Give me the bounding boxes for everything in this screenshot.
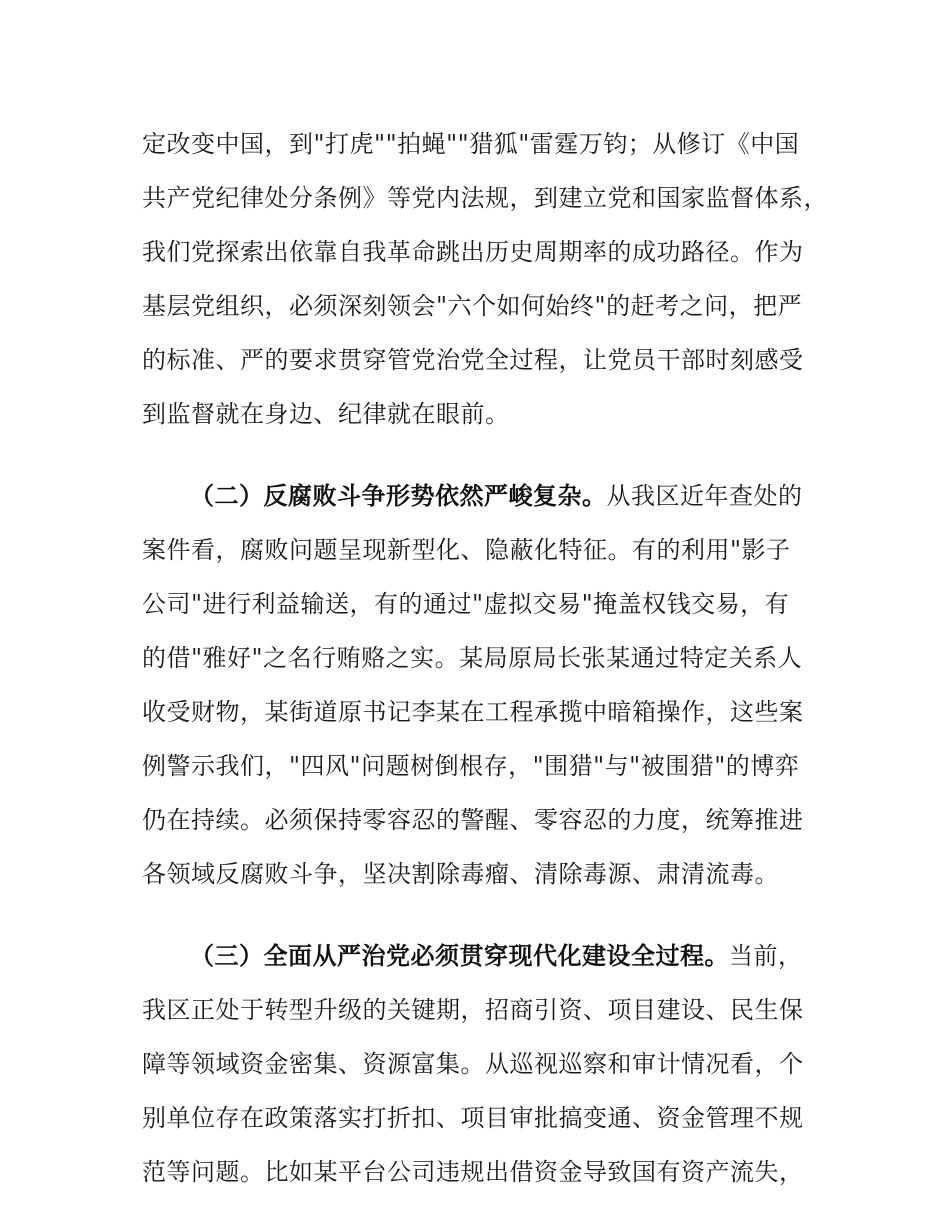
body-line: 公司"进行利益输送，有的通过"虚拟交易"掩盖权钱交易，有 <box>142 590 790 618</box>
body-line: 仍在持续。必须保持零容忍的警醒、零容忍的力度，统筹推进 <box>142 806 804 834</box>
section2-heading: （二）反腐败斗争形势依然严峻复杂。 <box>190 482 607 510</box>
body-line: 例警示我们，"四风"问题树倒根存，"围猎"与"被围猎"的博弈 <box>142 752 800 780</box>
section2-first-line <box>190 476 880 516</box>
section2-first-rest: 从我区近年查处的 <box>606 482 803 510</box>
section3-heading: （三）全面从严治党必须贯穿现代化建设全过程。 <box>190 942 729 970</box>
body-line: 的借"雅好"之名行贿赂之实。某局原局长张某通过特定关系人 <box>142 644 803 672</box>
body-line: 各领域反腐败斗争，坚决割除毒瘤、清除毒源、肃清流毒。 <box>142 860 779 888</box>
body-line: 我区正处于转型升级的关键期，招商引资、项目建设、民生保 <box>142 996 804 1024</box>
body-line: 基层党组织，必须深刻领会"六个如何始终"的赶考之问，把严 <box>142 292 803 320</box>
body-line: 到监督就在身边、纪律就在眼前。 <box>142 400 510 428</box>
body-line: 别单位存在政策落实打折扣、项目审批搞变通、资金管理不规 <box>142 1104 804 1132</box>
body-line: 障等领域资金密集、资源富集。从巡视巡察和审计情况看，个 <box>142 1050 804 1078</box>
section3-first-line <box>190 936 880 976</box>
body-line: 范等问题。比如某平台公司违规出借资金导致国有资产流失， <box>142 1158 804 1186</box>
section3-first-rest: 当前， <box>729 942 803 970</box>
body-line: 定改变中国，到"打虎""拍蝇""猎狐"雷霆万钧；从修订《中国 <box>142 130 800 158</box>
body-line: 收受财物，某街道原书记李某在工程承揽中暗箱操作，这些案 <box>142 698 804 726</box>
body-line: 的标准、严的要求贯穿管党治党全过程，让党员干部时刻感受 <box>142 346 804 374</box>
body-line: 案件看，腐败问题呈现新型化、隐蔽化特征。有的利用"影子 <box>142 536 791 564</box>
body-line: 我们党探索出依靠自我革命跳出历史周期率的成功路径。作为 <box>142 238 804 266</box>
body-line: 共产党纪律处分条例》等党内法规，到建立党和国家监督体系， <box>142 184 828 212</box>
